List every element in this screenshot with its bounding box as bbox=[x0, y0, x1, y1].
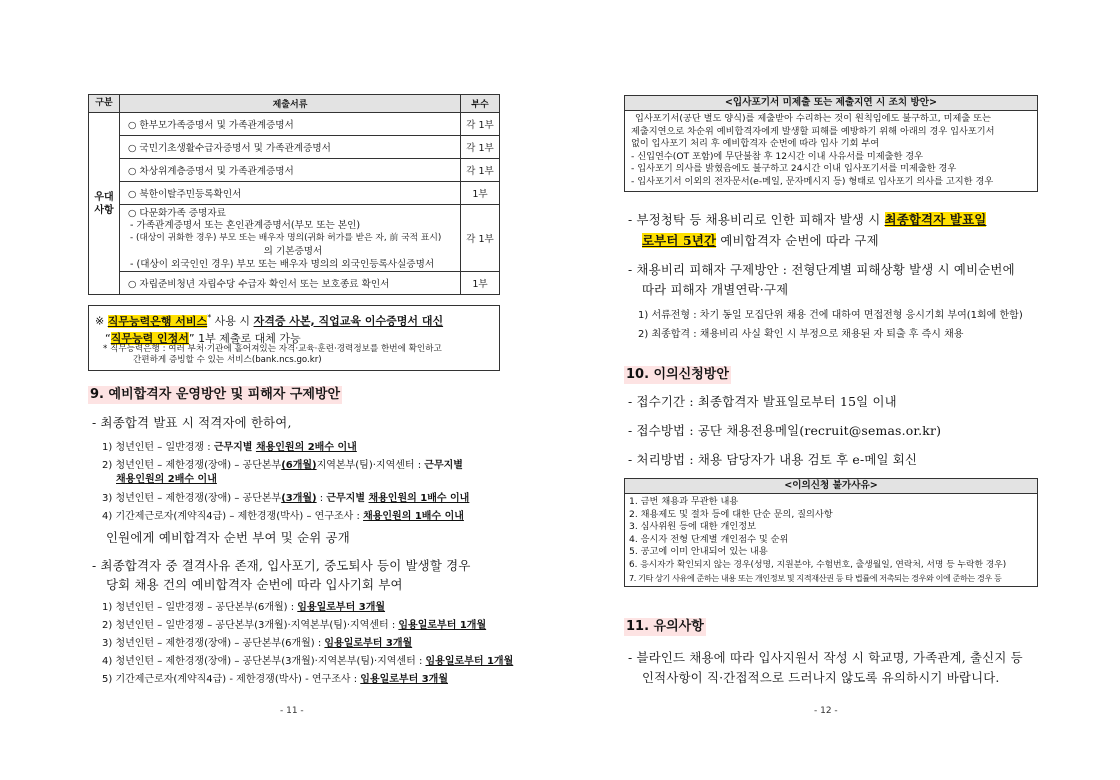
box-body bbox=[625, 494, 1037, 586]
objection-para: - 접수방법 : 공단 채용전용메일(recruit@semas.or.kr) bbox=[628, 423, 942, 438]
box-line: - 입사포기 의사를 밝혔음에도 불구하고 24시간 이내 입사포기서를 미제출한 경우 bbox=[631, 163, 957, 175]
job-bank-notice bbox=[88, 305, 500, 371]
box-line: 7. 기타 상기 사유에 준하는 내용 또는 개인정보 및 지적재산권 등 타 법률에 저촉되는 경우와 이에 준하는 경우 등 bbox=[629, 572, 1002, 583]
caution-para: - 블라인드 채용에 따라 입사지원서 작성 시 학교명, 가족관계, 출신지 등 bbox=[628, 650, 1023, 665]
relief-para: - 채용비리 피해자 구제방안 : 전형단계별 피해상황 발생 시 예비순번에 bbox=[628, 262, 1015, 277]
section-10-title: 10. 이의신청방안 bbox=[626, 367, 729, 382]
category-label: 우대 사항 bbox=[94, 191, 114, 216]
box-line: - 신입연수(OT 포함)에 무단불참 후 12시간 이내 사유서를 미제출한 경우 bbox=[631, 150, 924, 162]
sec9-para: 인원에게 예비합격자 순번 부여 및 순위 공개 bbox=[106, 530, 350, 545]
footnote-line: 간편하게 증빙할 수 있는 서비스(bank.ncs.go.kr) bbox=[133, 355, 322, 365]
table-row: ○ 국민기초생활수급자증명서 및 가족관계증명서 bbox=[120, 136, 461, 159]
header-count: 부수 bbox=[461, 95, 500, 113]
notice-star: * bbox=[207, 313, 212, 322]
row-count: 1부 bbox=[461, 182, 500, 205]
list-item: 1) 청년인턴 – 일반경쟁 – 공단본부(6개월) : 임용일로부터 3개월 bbox=[102, 602, 386, 613]
box-line: 5. 공고에 이미 안내되어 있는 내용 bbox=[629, 546, 768, 558]
list-item: 5) 기간제근로자(계약직4급) - 제한경쟁(박사) - 연구조사 : 임용일로부터 3개월 bbox=[102, 674, 449, 685]
list-item-cont: 채용인원의 2배수 이내 bbox=[116, 474, 217, 485]
list-item: 1) 청년인턴 – 일반경쟁 : 근무지별 채용인원의 2배수 이내 bbox=[102, 442, 357, 453]
table-row: ○ 자립준비청년 자립수당 수급자 확인서 또는 보호종료 확인서 bbox=[120, 272, 461, 295]
box-line: 제출지연으로 차순위 예비합격자에게 발생할 피해를 예방하기 위해 아래의 경우 입사포기서 bbox=[631, 125, 995, 137]
list-item: 4) 청년인턴 – 제한경쟁(장애) – 공단본부(3개월)·지역본부(팀)·지역센터 : 임용일로부터 1개월 bbox=[102, 656, 514, 667]
row-sub-item: 의 기본증명서 bbox=[263, 246, 323, 257]
sec9-para: 당회 채용 건의 예비합격자 순번에 따라 입사기회 부여 bbox=[106, 577, 403, 592]
notice-mid: 사용 시 bbox=[211, 314, 254, 328]
row-count: 각 1부 bbox=[461, 159, 500, 182]
table-row: ○ 차상위계층증명서 및 가족관계증명서 bbox=[120, 159, 461, 182]
list-item: 2) 최종합격 : 채용비리 사실 확인 시 부정으로 채용된 자 퇴출 후 즉시 채용 bbox=[638, 329, 964, 340]
row-sub-item: - (대상이 귀화한 경우) 부모 또는 배우자 명의(귀화 허가를 받은 자, 前 국적 표시) bbox=[130, 233, 442, 243]
category-cell bbox=[89, 113, 120, 295]
relief-para: 따라 피해자 개별연락·구제 bbox=[642, 282, 789, 297]
box-title: <입사포기서 미제출 또는 제출지연 시 조치 방안> bbox=[625, 96, 1037, 111]
objection-para: - 접수기간 : 최종합격자 발표일로부터 15일 이내 bbox=[628, 394, 897, 409]
row-count: 1부 bbox=[461, 272, 500, 295]
box-line: 입사포기서(공단 별도 양식)를 제출받아 수리하는 것이 원칙임에도 불구하고, 미제출 또는 bbox=[635, 113, 991, 124]
row-sub-item: - 가족관계증명서 또는 혼인관계증명서(부모 또는 본인) bbox=[130, 220, 361, 231]
table-row: ○ 북한이탈주민등록확인서 bbox=[120, 182, 461, 205]
section-9-title: 9. 예비합격자 운영방안 및 피해자 구제방안 bbox=[90, 387, 341, 402]
box-body bbox=[625, 111, 1037, 191]
list-item: 2) 청년인턴 – 제한경쟁(장애) – 공단본부(6개월)지역본부(팀)·지역센터 : 근무지별 bbox=[102, 460, 463, 471]
box-line: 2. 채용제도 및 절차 등에 대한 단순 문의, 질의사항 bbox=[629, 508, 833, 520]
sec9-para: - 최종합격자 중 결격사유 존재, 입사포기, 중도퇴사 등이 발생할 경우 bbox=[92, 558, 471, 573]
documents-table bbox=[88, 94, 500, 295]
box-line: 4. 응시자 전형 단계별 개인점수 및 순위 bbox=[629, 533, 789, 545]
objection-para: - 처리방법 : 채용 담당자가 내용 검토 후 e-메일 회신 bbox=[628, 452, 918, 467]
list-item: 3) 청년인턴 – 제한경쟁(장애) – 공단본부(3개월) : 근무지별 채용인원의 1배수 이내 bbox=[102, 493, 470, 504]
notice-cert: 직무능력 인정서 bbox=[110, 331, 189, 345]
table-row: ○ 한부모가족증명서 및 가족관계증명서 bbox=[120, 113, 461, 136]
withdrawal-box bbox=[624, 95, 1038, 192]
caution-para: 인적사항이 직·간접적으로 드러나지 않도록 유의하시기 바랍니다. bbox=[642, 670, 1000, 685]
row-doc-title: ○ 다문화가족 증명자료 bbox=[128, 208, 226, 219]
footnote-line: * 직무능력은행 : 여러 부처·기관에 흩어져있는 자격·교육·훈련·경력정보를 한번에 확인하고 bbox=[103, 344, 442, 354]
notice-service: 직무능력은행 서비스 bbox=[107, 314, 208, 328]
row-count: 각 1부 bbox=[461, 205, 500, 272]
notice-quote: “ bbox=[105, 331, 111, 345]
list-item: 3) 청년인턴 – 제한경쟁(장애) – 공단본부(6개월) : 임용일로부터 3개월 bbox=[102, 638, 413, 649]
page-12 bbox=[624, 0, 1038, 780]
table-row bbox=[120, 205, 461, 272]
page-11 bbox=[88, 0, 514, 780]
header-documents: 제출서류 bbox=[120, 95, 461, 113]
row-count: 각 1부 bbox=[461, 136, 500, 159]
sec9-para: - 최종합격 발표 시 적격자에 한하여, bbox=[92, 415, 292, 430]
list-item: 4) 기간제근로자(계약직4급) – 제한경쟁(박사) – 연구조사 : 채용인원의 1배수 이내 bbox=[102, 511, 464, 522]
notice-footnote bbox=[103, 344, 442, 366]
box-title: <이의신청 불가사유> bbox=[625, 479, 1037, 494]
notice-text bbox=[95, 309, 443, 347]
notice-docs: 자격증 사본, 직업교육 이수증명서 대신 bbox=[253, 314, 444, 328]
page-number: - 11 - bbox=[280, 706, 304, 716]
row-sub-item: - (대상이 외국인인 경우) 부모 또는 배우자 명의의 외국인등록사실증명서 bbox=[130, 259, 435, 270]
notice-mark: ※ bbox=[95, 314, 105, 328]
box-line: 1. 금번 채용과 무관한 내용 bbox=[629, 496, 739, 507]
notice-tail: ” 1부 제출로 대체 가능 bbox=[188, 331, 301, 345]
header-category: 구분 bbox=[89, 95, 120, 113]
box-line: 없이 입사포기 처리 후 예비합격자 순번에 따라 입사 기회 부여 bbox=[631, 138, 880, 150]
relief-para: 로부터 5년간 예비합격자 순번에 따라 구제 bbox=[642, 233, 879, 248]
box-line: 6. 응시자가 확인되지 않는 경우(성명, 지원분야, 수험번호, 출생월일, 연락처, 서명 등 누락한 경우) bbox=[629, 559, 1007, 570]
box-line: 3. 심사위원 등에 대한 개인정보 bbox=[629, 521, 756, 533]
list-item: 2) 청년인턴 – 일반경쟁 – 공단본부(3개월)·지역본부(팀)·지역센터 : 임용일로부터 1개월 bbox=[102, 620, 487, 631]
box-line: - 입사포기서 이외의 전자문서(e-메일, 문자메시지 등) 형태로 입사포기 의사를 고지한 경우 bbox=[631, 175, 994, 187]
objection-excluded-box bbox=[624, 478, 1038, 587]
row-count: 각 1부 bbox=[461, 113, 500, 136]
section-11-title: 11. 유의사항 bbox=[626, 619, 704, 634]
relief-para: - 부정청탁 등 채용비리로 인한 피해자 발생 시 최종합격자 발표일 bbox=[628, 212, 987, 227]
page-number: - 12 - bbox=[814, 706, 838, 716]
list-item: 1) 서류전형 : 차기 동일 모집단위 채용 건에 대하여 면접전형 응시기회 부여(1회에 한함) bbox=[638, 310, 1023, 321]
